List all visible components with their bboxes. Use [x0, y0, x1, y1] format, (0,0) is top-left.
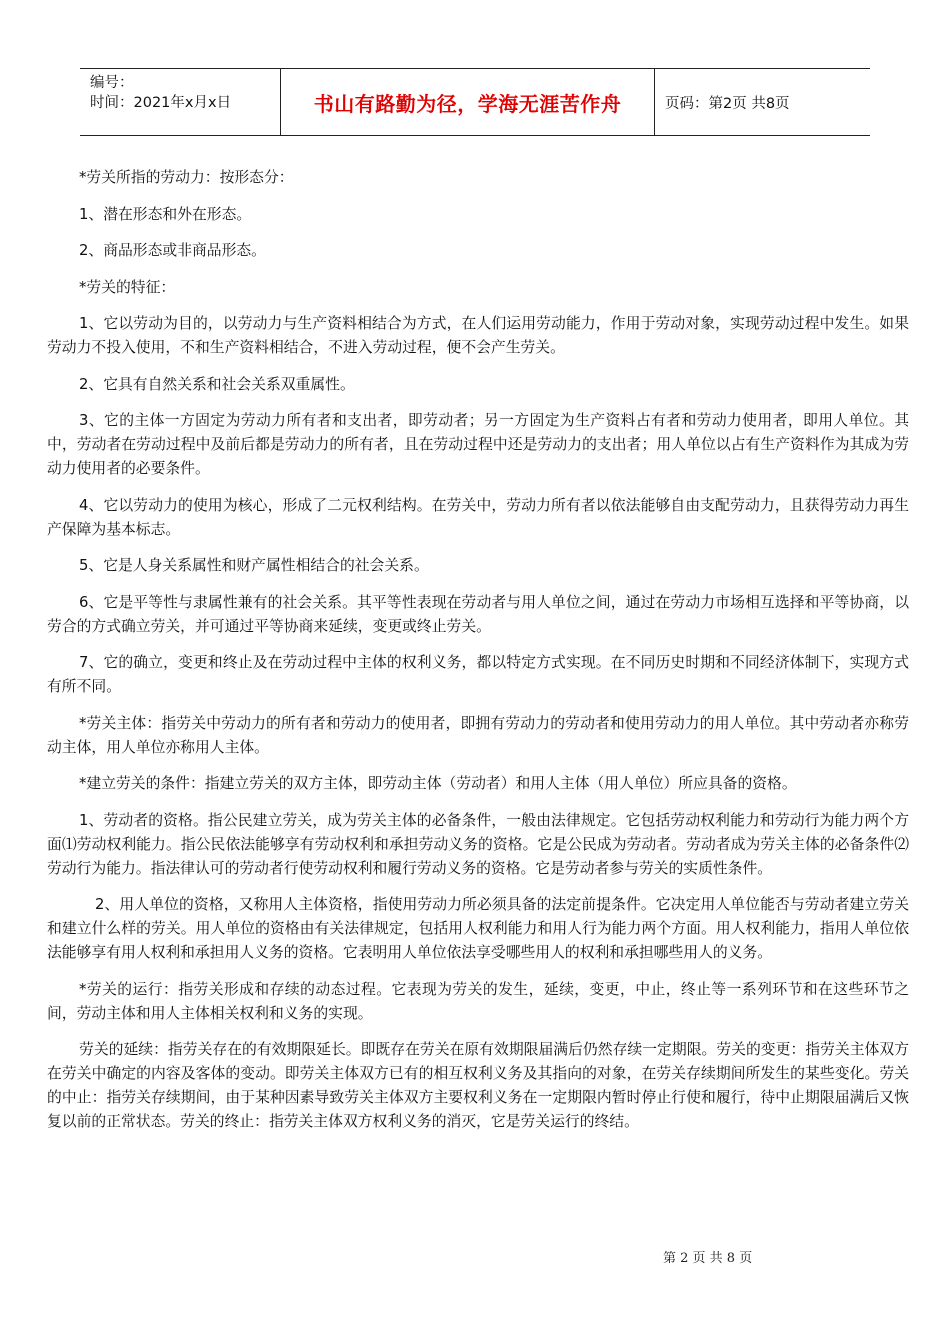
document-body — [47, 166, 909, 1147]
section-heading: *劳关所指的劳动力：按形态分： — [79, 169, 294, 186]
list-item: 2、用人单位的资格，又称用人主体资格，指使用劳动力所必须具备的法定前提条件。它决定用人单位能否与劳动者建立劳关和建立什么样的劳关。用人单位的资格由有关法律规定，包括用人权利能力和用人行为能力两个方面。用人权利能力，指用人单位依法能够享有用人权利和承担用人义务的资格。它表明用人单位依法享受哪些用人的权利和承担哪些用人的义务。 — [47, 896, 909, 961]
list-item: 3、它的主体一方固定为劳动力所有者和支出者，即劳动者；另一方固定为生产资料占有者和劳动力使用者，即用人单位。其中，劳动者在劳动过程中及前后都是劳动力的所有者，且在劳动过程中还是劳动力的支出者；用人单位以占有生产资料作为其成为劳动力使用者的必要条件。 — [47, 412, 909, 477]
document-number: 编号： — [90, 75, 134, 91]
definition-paragraph: *建立劳关的条件：指建立劳关的双方主体，即劳动主体（劳动者）和用人主体（用人单位）所应具备的资格。 — [79, 775, 797, 792]
list-item: 1、潜在形态和外在形态。 — [79, 205, 252, 223]
page-footer: 第 2 页 共 8 页 — [663, 1251, 753, 1266]
list-item: 7、它的确立，变更和终止及在劳动过程中主体的权利义务，都以特定方式实现。在不同历史时期和不同经济体制下，实现方式有所不同。 — [47, 654, 909, 695]
list-item: 2、商品形态或非商品形态。 — [79, 242, 266, 259]
header-meta — [80, 69, 281, 135]
header-motto: 书山有路勤为径，学海无涯苦作舟 — [281, 69, 655, 135]
definition-paragraph: *劳关的运行：指劳关形成和存续的动态过程。它表现为劳关的发生，延续，变更，中止，终止等一系列环节和在这些环节之间，劳动主体和用人主体相关权利和义务的实现。 — [47, 980, 909, 1022]
definition-paragraph: 劳关的延续：指劳关存在的有效期限延长。即既存在劳关在原有效期限届满后仍然存续一定期限。劳关的变更：指劳关主体双方在劳关中确定的内容及客体的变动。即劳关主体双方已有的相互权利义务及其指向的对象，在劳关存续期间所发生的某些变化。劳关的中止：指劳关存续期间，由于某种因素导致劳关主体双方主要权利义务在一定期限内暂时停止行使和履行，待中止期限届满后又恢复以前的正常状态。劳关的终止：指劳关主体双方权利义务的消灭，它是劳关运行的终结。 — [47, 1041, 909, 1130]
list-item: 5、它是人身关系属性和财产属性相结合的社会关系。 — [79, 557, 429, 574]
header-page-number: 页码：第2页 共8页 — [665, 95, 790, 112]
definition-paragraph: *劳关主体：指劳关中劳动力的所有者和劳动力的使用者，即拥有劳动力的劳动者和使用劳动力的用人单位。其中劳动者亦称劳动主体，用人单位亦称用人主体。 — [47, 714, 909, 756]
list-item: 2、它具有自然关系和社会关系双重属性。 — [79, 375, 355, 393]
list-item: 1、劳动者的资格。指公民建立劳关，成为劳关主体的必备条件，一般由法律规定。它包括劳动权利能力和劳动行为能力两个方面⑴劳动权利能力。指公民依法能够享有劳动权利和承担劳动义务的资格。它是公民成为劳动者。劳动者成为劳关主体的必备条件⑵劳动行为能力。指法律认可的劳动者行使劳动权利和履行劳动义务的资格。它是劳动者参与劳关的实质性条件。 — [47, 811, 909, 877]
list-item: 4、它以劳动力的使用为核心，形成了二元权利结构。在劳关中，劳动力所有者以依法能够自由支配劳动力，且获得劳动力再生产保障为基本标志。 — [47, 496, 909, 538]
section-heading: *劳关的特征： — [79, 278, 176, 296]
list-item: 6、它是平等性与隶属性兼有的社会关系。其平等性表现在劳动者与用人单位之间，通过在劳动力市场相互选择和平等协商，以劳合的方式确立劳关，并可通过平等协商来延续，变更或终止劳关。 — [47, 593, 909, 635]
page-header — [80, 68, 870, 136]
list-item: 1、它以劳动为目的，以劳动力与生产资料相结合为方式，在人们运用劳动能力，作用于劳动对象，实现劳动过程中发生。如果劳动力不投入使用，不和生产资料相结合，不进入劳动过程，便不会产生劳关。 — [47, 315, 909, 356]
document-date: 时间：2021年x月x日 — [90, 95, 232, 111]
